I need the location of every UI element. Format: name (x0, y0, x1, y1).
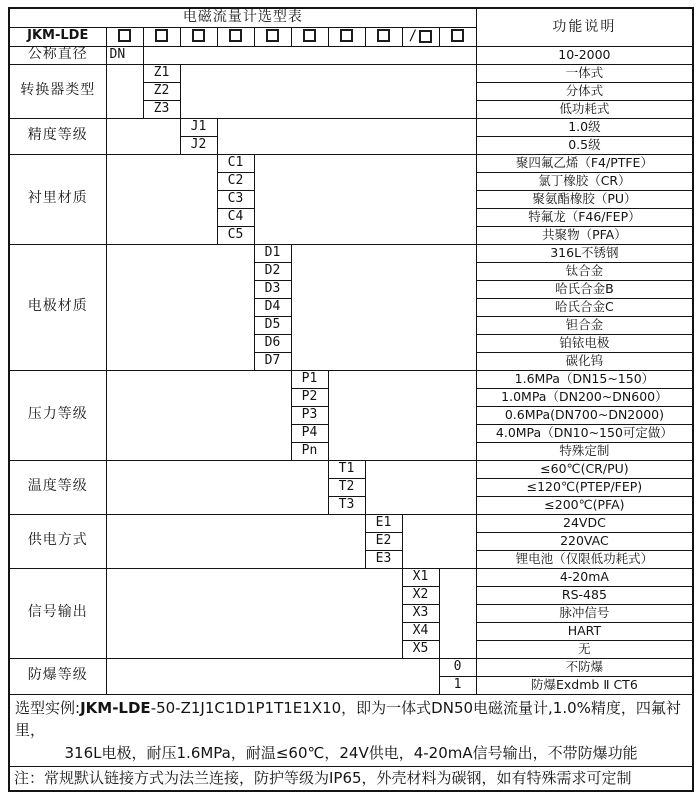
function-column-header: 功能说明 (476, 8, 693, 46)
empty-cell (180, 64, 476, 118)
code-slot-5 (254, 27, 291, 46)
empty-cell (365, 460, 476, 514)
desc-cell: RS-485 (476, 586, 693, 604)
desc-cell: 分体式 (476, 82, 693, 100)
code-cell: E2 (365, 532, 402, 550)
code-cell: T1 (328, 460, 365, 478)
empty-cell (328, 370, 476, 460)
code-slot-7 (328, 27, 365, 46)
code-cell: C5 (217, 226, 254, 244)
checkbox-icon (192, 29, 205, 42)
code-cell: D6 (254, 334, 291, 352)
code-cell: X3 (402, 604, 439, 622)
code-cell: D4 (254, 298, 291, 316)
desc-cell: 共聚物（PFA） (476, 226, 693, 244)
desc-cell: 铂铱电极 (476, 334, 693, 352)
desc-cell: 锂电池（仅限低功耗式） (476, 550, 693, 568)
empty-cell (106, 154, 217, 244)
selection-example-line1 (15, 697, 687, 742)
desc-cell: 0.5级 (476, 136, 693, 154)
code-cell: 0 (439, 658, 476, 676)
code-slot-3 (180, 27, 217, 46)
desc-cell: 钽合金 (476, 316, 693, 334)
empty-cell (439, 568, 476, 658)
desc-cell: 聚氨酯橡胶（PU） (476, 190, 693, 208)
code-cell: D5 (254, 316, 291, 334)
selection-example (9, 694, 693, 767)
desc-cell: 防爆Exdmb Ⅱ CT6 (476, 676, 693, 694)
code-cell: 1 (439, 676, 476, 694)
empty-cell (217, 118, 476, 154)
desc-cell: 220VAC (476, 532, 693, 550)
desc-cell: 低功耗式 (476, 100, 693, 118)
example-rest: -50-Z1J1C1D1P1T1E1X10，即为一体式DN50电磁流量计,1.0%精度，四氟衬里， (15, 698, 681, 739)
section-label-signal-output: 信号输出 (9, 568, 106, 658)
desc-cell: 碳化钨 (476, 352, 693, 370)
desc-cell: 钛合金 (476, 262, 693, 280)
empty-cell (106, 460, 328, 514)
example-prefix: 选型实例: (15, 698, 81, 717)
section-label-pressure-class: 压力等级 (9, 370, 106, 460)
code-cell: E1 (365, 514, 402, 532)
empty-cell (254, 154, 476, 244)
desc-cell: 脉冲信号 (476, 604, 693, 622)
code-cell: C4 (217, 208, 254, 226)
flowmeter-selection-table (8, 7, 694, 792)
code-cell: P4 (291, 424, 328, 442)
table-title: 电磁流量计选型表 (9, 8, 476, 27)
code-cell: P1 (291, 370, 328, 388)
checkbox-icon (118, 29, 131, 42)
code-cell: D7 (254, 352, 291, 370)
desc-cell: 一体式 (476, 64, 693, 82)
code-slot-10 (439, 27, 476, 46)
code-cell: D1 (254, 244, 291, 262)
desc-cell: 0.6MPa(DN700~DN2000) (476, 406, 693, 424)
desc-cell: 聚四氟乙烯（F4/PTFE） (476, 154, 693, 172)
desc-cell: 不防爆 (476, 658, 693, 676)
model-code: JKM-LDE (9, 27, 106, 46)
code-cell: X4 (402, 622, 439, 640)
checkbox-icon (377, 29, 390, 42)
desc-cell: 特殊定制 (476, 442, 693, 460)
checkbox-icon (451, 29, 464, 42)
code-cell: X5 (402, 640, 439, 658)
section-label-converter-type: 转换器类型 (9, 64, 106, 118)
empty-cell (106, 568, 402, 658)
code-slot-4 (217, 27, 254, 46)
code-cell: C3 (217, 190, 254, 208)
desc-cell: 1.0MPa（DN200~DN600） (476, 388, 693, 406)
code-cell: E3 (365, 550, 402, 568)
code-cell: Z1 (143, 64, 180, 82)
slash-separator: / (408, 27, 418, 44)
section-label-temperature-class: 温度等级 (9, 460, 106, 514)
section-label-power-supply: 供电方式 (9, 514, 106, 568)
code-cell: T2 (328, 478, 365, 496)
desc-cell: 316L不锈钢 (476, 244, 693, 262)
code-slot-6 (291, 27, 328, 46)
footnote: 注：常规默认链接方式为法兰连接，防护等级为IP65，外壳材料为碳钢，如有特殊需求可定制 (9, 767, 693, 791)
desc-cell: ≤120℃(PTEP/FEP) (476, 478, 693, 496)
checkbox-icon (419, 30, 432, 43)
empty-cell (106, 514, 365, 568)
section-label-electrode-material: 电极材质 (9, 244, 106, 370)
code-slot-1 (106, 27, 143, 46)
desc-cell: 特氟龙（F46/FEP） (476, 208, 693, 226)
empty-cell (106, 244, 254, 370)
empty-cell (143, 46, 476, 64)
empty-cell (291, 244, 476, 370)
empty-cell (106, 64, 143, 118)
code-cell: T3 (328, 496, 365, 514)
desc-cell: 1.0级 (476, 118, 693, 136)
desc-cell: HART (476, 622, 693, 640)
checkbox-icon (266, 29, 279, 42)
code-cell: C2 (217, 172, 254, 190)
section-label-accuracy-class: 精度等级 (9, 118, 106, 154)
desc-cell: 氯丁橡胶（CR） (476, 172, 693, 190)
section-label-explosion-proof: 防爆等级 (9, 658, 106, 694)
code-cell: P3 (291, 406, 328, 424)
code-cell: J2 (180, 136, 217, 154)
desc-cell: 哈氏合金C (476, 298, 693, 316)
code-slot-2 (143, 27, 180, 46)
desc-cell: ≤60℃(CR/PU) (476, 460, 693, 478)
code-slot-9 (402, 27, 439, 46)
code-cell: C1 (217, 154, 254, 172)
empty-cell (106, 118, 180, 154)
empty-cell (106, 370, 291, 460)
desc-cell: ≤200℃(PFA) (476, 496, 693, 514)
code-cell: Z2 (143, 82, 180, 100)
code-cell: D3 (254, 280, 291, 298)
checkbox-icon (340, 29, 353, 42)
empty-cell (106, 658, 439, 694)
selection-example-line2: 316L电极，耐压1.6MPa，耐温≤60℃，24V供电，4-20mA信号输出，不带防爆功能 (64, 743, 638, 762)
desc-cell: 4.0MPa（DN10~150可定做） (476, 424, 693, 442)
code-cell: D2 (254, 262, 291, 280)
empty-cell (402, 514, 476, 568)
checkbox-icon (229, 29, 242, 42)
example-model-code: JKM-LDE (80, 698, 151, 717)
code-cell: J1 (180, 118, 217, 136)
desc-cell: 1.6MPa（DN15~150） (476, 370, 693, 388)
desc-cell: 无 (476, 640, 693, 658)
section-label-lining-material: 衬里材质 (9, 154, 106, 244)
desc-cell: 10-2000 (476, 46, 693, 64)
code-cell: X2 (402, 586, 439, 604)
checkbox-icon (303, 29, 316, 42)
desc-cell: 24VDC (476, 514, 693, 532)
checkbox-icon (155, 29, 168, 42)
code-cell: X1 (402, 568, 439, 586)
desc-cell: 哈氏合金B (476, 280, 693, 298)
desc-cell: 4-20mA (476, 568, 693, 586)
code-cell: DN (106, 46, 143, 64)
code-cell: P2 (291, 388, 328, 406)
code-slot-8 (365, 27, 402, 46)
code-cell: Pn (291, 442, 328, 460)
code-cell: Z3 (143, 100, 180, 118)
section-label-nominal-diameter: 公称直径 (9, 46, 106, 64)
